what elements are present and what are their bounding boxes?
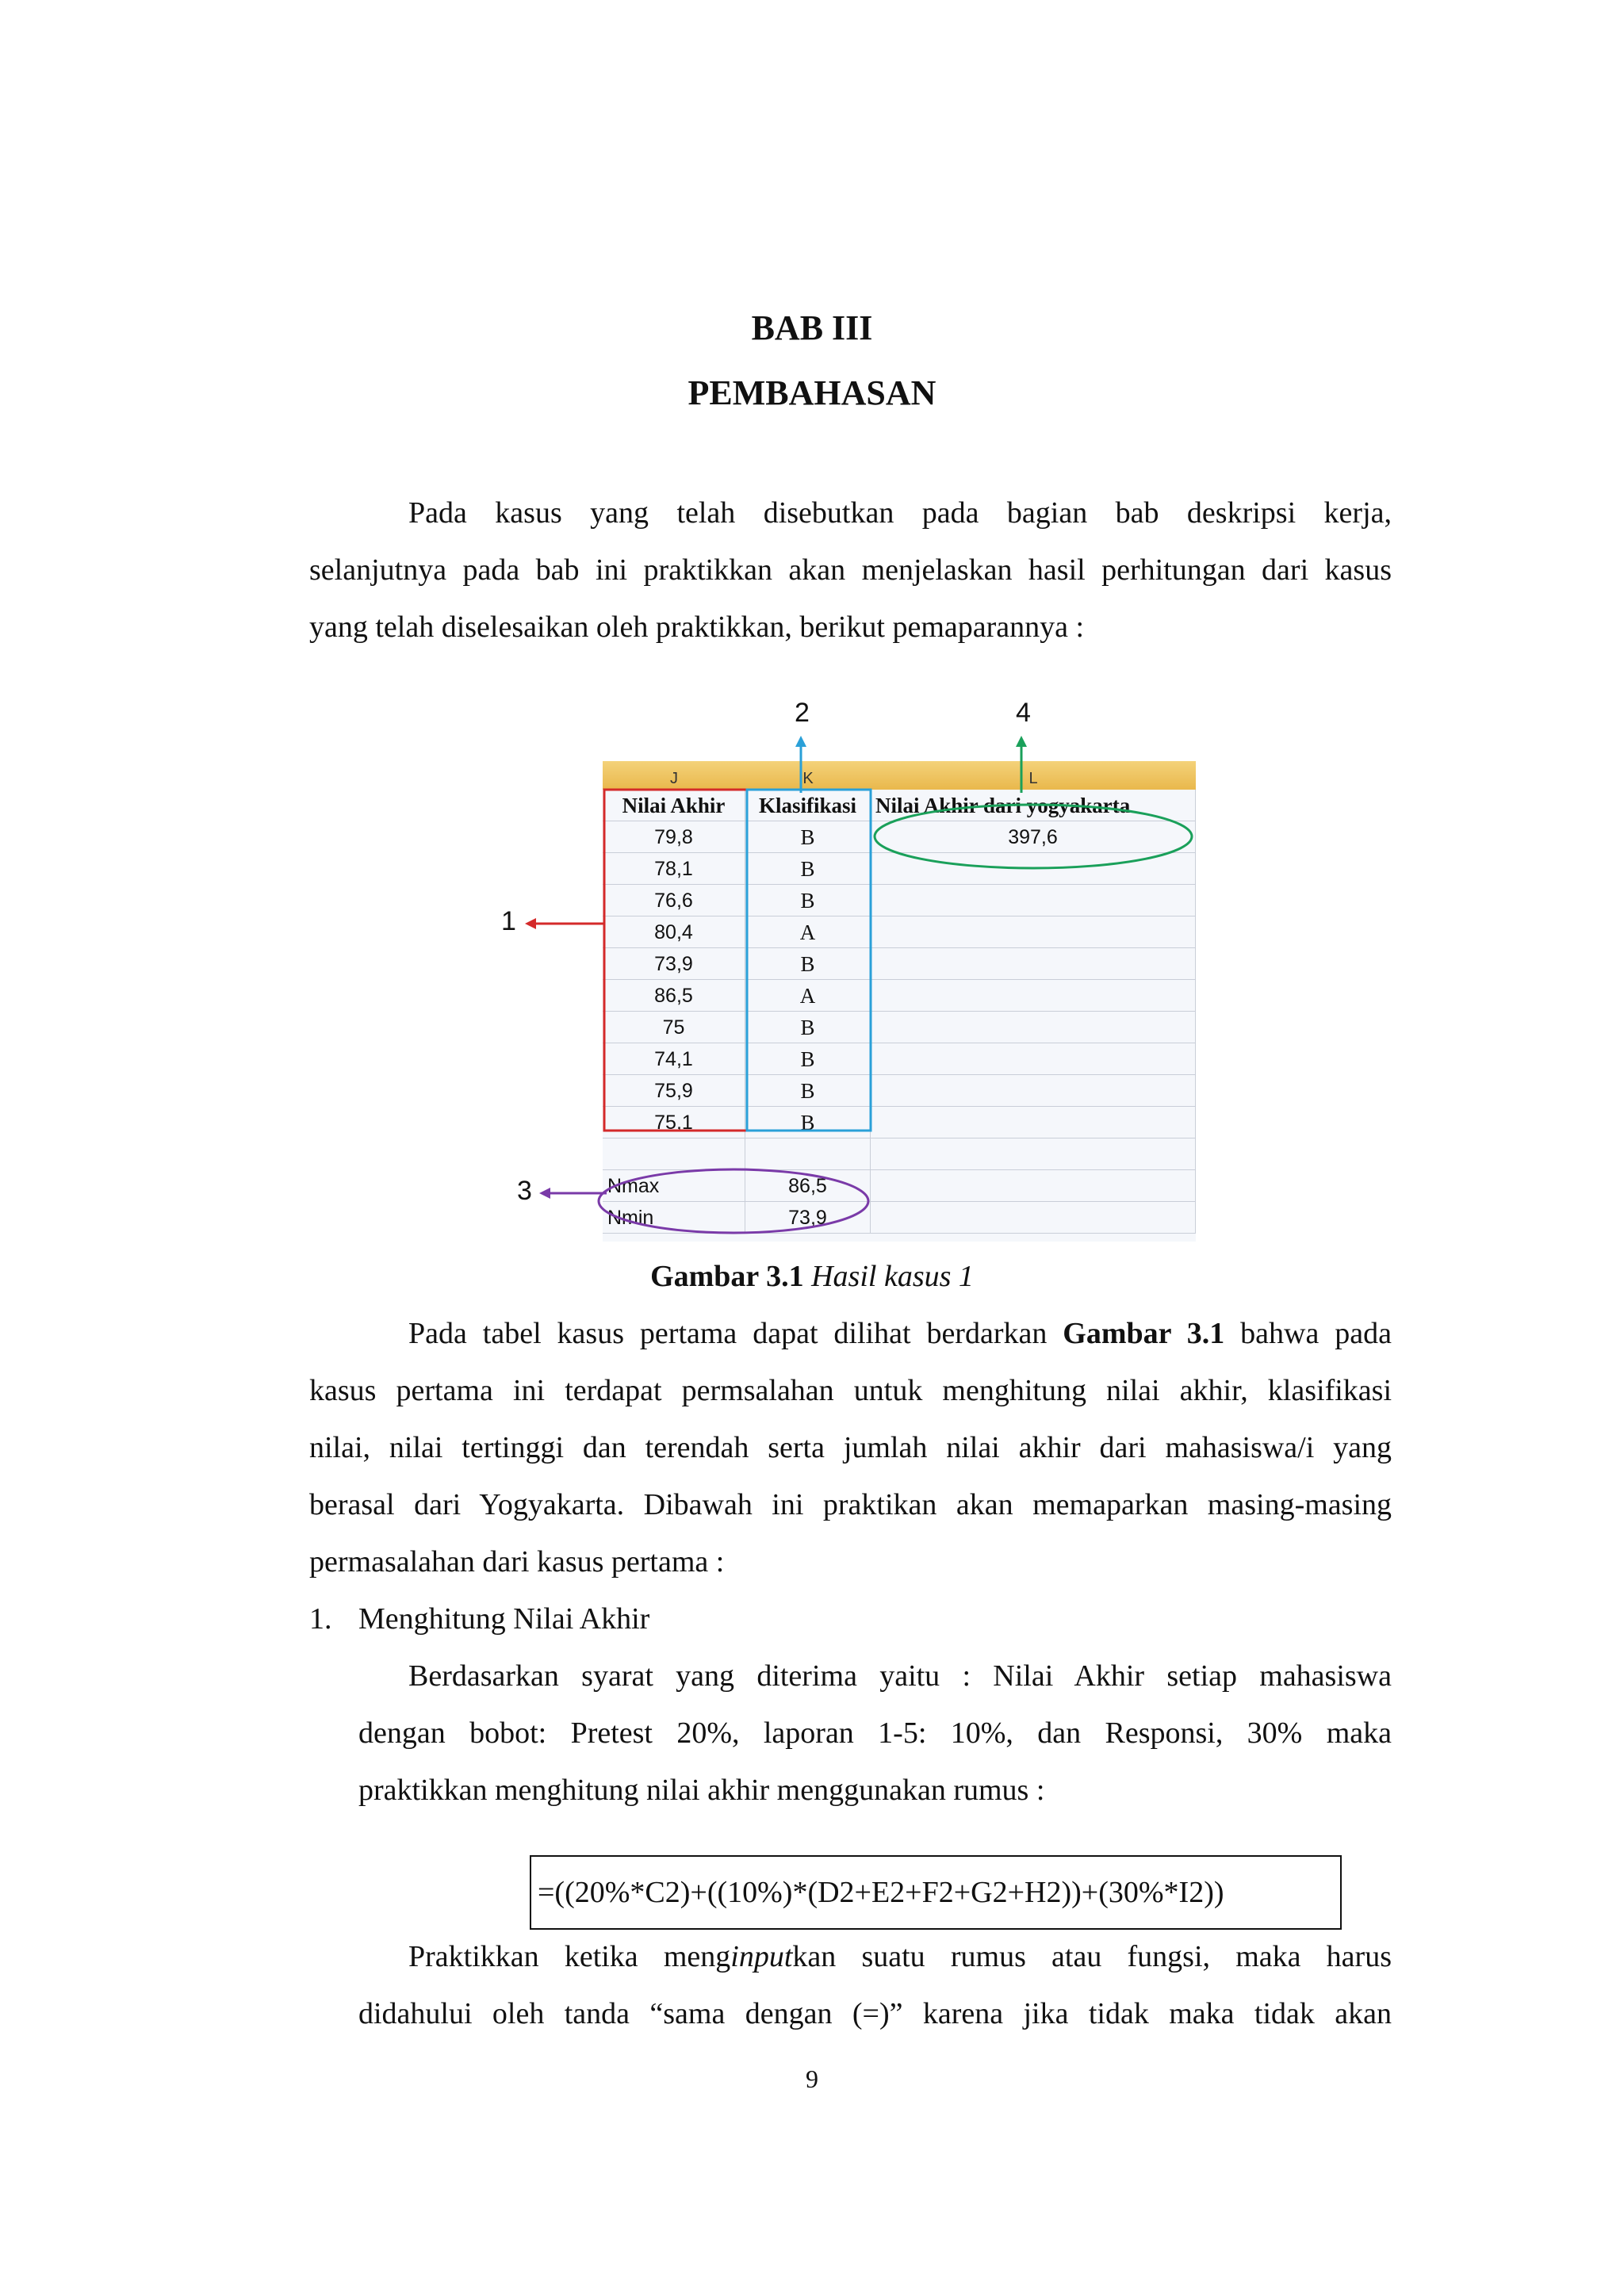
column-header-j: J <box>603 761 746 790</box>
marker2-arrowhead <box>795 736 806 747</box>
table-row-klasifikasi: B <box>745 821 871 853</box>
table-row-klasifikasi: A <box>745 916 871 948</box>
caption-label: Gambar 3.1 <box>650 1260 804 1293</box>
caption-text: Hasil kasus 1 <box>811 1260 974 1293</box>
para4-line-2: didahului oleh tanda “sama dengan (=)” karena jika tidak maka tidak akan <box>358 1997 1392 2030</box>
para2-figure-ref: Gambar 3.1 <box>1063 1317 1225 1350</box>
para2-text-a: Pada tabel kasus pertama dapat dilihat berdarkan <box>408 1317 1063 1350</box>
marker-label-1: 1 <box>501 906 516 936</box>
marker1-box <box>604 790 747 1131</box>
stat-value-nmax: 86,5 <box>745 1170 871 1202</box>
figure-annotations <box>428 698 1229 1269</box>
column-header-l: L <box>871 761 1196 790</box>
page-number: 9 <box>806 2064 818 2093</box>
header-nilai-yogyakarta: Nilai Akhir dari yogyakarta <box>871 790 1196 821</box>
para3-line-2: dengan bobot: Pretest 20%, laporan 1-5: 10%, dan Responsi, 30% maka <box>358 1716 1392 1750</box>
para2-line-2: kasus pertama ini terdapat permsalahan untuk menghitung nilai akhir, klasifikasi <box>309 1374 1392 1407</box>
para2-line-1 <box>408 1316 1392 1351</box>
table-row-nilai: 75,1 <box>603 1107 745 1138</box>
list-item-number: 1. <box>309 1602 332 1636</box>
para2-text-c: bahwa pada <box>1224 1317 1392 1350</box>
marker-label-4: 4 <box>1016 698 1031 728</box>
para4-text-c: kan suatu rumus atau fungsi, maka harus <box>792 1940 1392 1973</box>
para4-text-a: Praktikkan ketika meng <box>408 1940 731 1973</box>
stat-label-nmin: Nmin <box>603 1202 745 1234</box>
para2-line-5: permasalahan dari kasus pertama : <box>309 1545 725 1578</box>
table-row-nilai: 73,9 <box>603 948 745 980</box>
marker1-arrowhead <box>525 918 536 929</box>
table-row-klasifikasi: B <box>745 1043 871 1075</box>
intro-line-2: selanjutnya pada bab ini praktikkan akan menjelaskan hasil perhitungan dari kasus <box>309 553 1392 587</box>
marker2-box <box>747 790 871 1131</box>
figure-spreadsheet <box>428 698 1229 1269</box>
marker-label-2: 2 <box>795 698 810 728</box>
table-row-klasifikasi: B <box>745 1075 871 1107</box>
para4-text-italic: input <box>730 1940 793 1973</box>
table-row-nilai: 75 <box>603 1012 745 1043</box>
para3-line-3: praktikkan menghitung nilai akhir menggunakan rumus : <box>358 1774 1045 1807</box>
para2-line-3: nilai, nilai tertinggi dan terendah serta jumlah nilai akhir dari mahasiswa/i yang <box>309 1431 1392 1464</box>
table-row-klasifikasi: B <box>745 1012 871 1043</box>
stat-label-nmax: Nmax <box>603 1170 745 1202</box>
table-row-klasifikasi: A <box>745 980 871 1012</box>
chapter-number: BAB III <box>751 308 873 347</box>
table-row-nilai: 75,9 <box>603 1075 745 1107</box>
chapter-title: PEMBAHASAN <box>688 373 936 412</box>
para3-line-1: Berdasarkan syarat yang diterima yaitu : Nilai Akhir setiap mahasiswa <box>408 1659 1392 1693</box>
table-row-nilai: 74,1 <box>603 1043 745 1075</box>
para2-line-4: berasal dari Yogyakarta. Dibawah ini praktikan akan memaparkan masing-masing <box>309 1488 1392 1521</box>
table-row-klasifikasi: B <box>745 948 871 980</box>
list-item-text: Menghitung Nilai Akhir <box>358 1602 650 1636</box>
intro-line-3: yang telah diselesaikan oleh praktikkan, berikut pemaparannya : <box>309 610 1085 644</box>
marker3-ellipse <box>599 1169 868 1233</box>
table-row-klasifikasi: B <box>745 1107 871 1138</box>
stat-value-nmin: 73,9 <box>745 1202 871 1234</box>
para4-line-1 <box>408 1939 1392 1974</box>
yogyakarta-total: 397,6 <box>871 821 1196 853</box>
marker4-arrowhead <box>1016 736 1027 747</box>
table-row-klasifikasi: B <box>745 885 871 916</box>
header-nilai-akhir: Nilai Akhir <box>603 790 745 821</box>
marker-label-3: 3 <box>517 1176 532 1206</box>
table-row-nilai: 76,6 <box>603 885 745 916</box>
intro-line-1: Pada kasus yang telah disebutkan pada bagian bab deskripsi kerja, <box>408 496 1392 530</box>
table-row-klasifikasi: B <box>745 853 871 885</box>
marker3-arrowhead <box>539 1188 550 1199</box>
table-row-nilai: 80,4 <box>603 916 745 948</box>
table-row-nilai: 79,8 <box>603 821 745 853</box>
table-row-nilai: 78,1 <box>603 853 745 885</box>
table-row-nilai: 86,5 <box>603 980 745 1012</box>
figure-caption <box>0 1259 1624 1294</box>
header-klasifikasi: Klasifikasi <box>745 790 871 821</box>
marker4-ellipse <box>875 805 1192 868</box>
formula-box: =((20%*C2)+((10%)*(D2+E2+F2+G2+H2))+(30%*I2)) <box>530 1855 1342 1930</box>
column-header-k: K <box>745 761 871 790</box>
